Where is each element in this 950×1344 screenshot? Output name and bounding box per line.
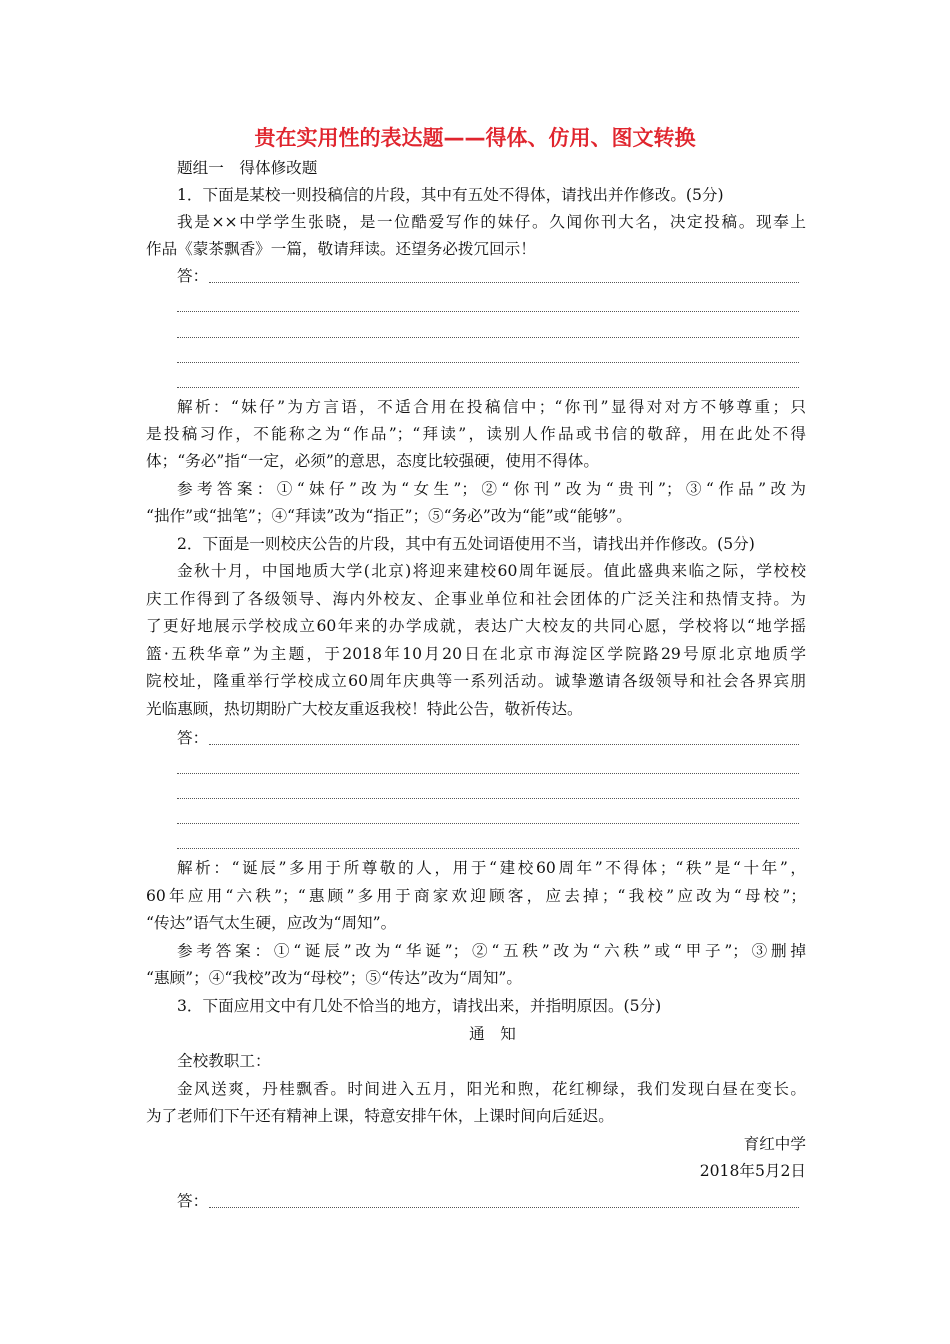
- notice-salutation: 全校教职工：: [177, 1052, 271, 1070]
- answer-blank-line[interactable]: [177, 798, 799, 799]
- answer-label: 答：: [177, 267, 209, 285]
- q2-passage-line: 庆工作得到了各级领导、海内外校友、企事业单位和社会团体的广泛关注和热情支持。为: [146, 590, 806, 608]
- answer-label: 答：: [177, 729, 209, 747]
- q2-passage-line: 光临惠顾，热切期盼广大校友重返我校！特此公告，敬祈传达。: [146, 700, 583, 718]
- answer-blank-line[interactable]: [209, 744, 799, 745]
- document-title: 贵在实用性的表达题——得体、仿用、图文转换: [254, 126, 696, 150]
- q2-reference-line: 参考答案：①“诞辰”改为“华诞”；②“五秩”改为“六秩”或“甲子”；③删掉: [177, 942, 806, 960]
- answer-blank-line[interactable]: [177, 387, 799, 388]
- q1-reference-line: “拙作”或“拙笔”；④“拜读”改为“指正”；⑤“务必”改为“能”或“能够”。: [146, 507, 632, 525]
- q1-answer-row: [177, 265, 799, 287]
- answer-blank-line[interactable]: [177, 848, 799, 849]
- notice-date: 2018年5月2日: [699, 1162, 806, 1180]
- q1-analysis-line: 是投稿习作，不能称之为“作品”；“拜读”，读别人作品或书信的敬辞，用在此处不得: [146, 425, 806, 443]
- q1-reference-line: 参考答案：①“妹仔”改为“女生”；②“你刊”改为“贵刊”；③“作品”改为: [177, 480, 806, 498]
- q2-analysis-line: “传达”语气太生硬，应改为“周知”。: [146, 914, 397, 932]
- q2-passage-line: 金秋十月，中国地质大学(北京)将迎来建校60周年诞辰。值此盛典来临之际，学校校: [177, 562, 806, 580]
- answer-blank-line[interactable]: [177, 311, 799, 312]
- answer-blank-line[interactable]: [209, 1207, 799, 1208]
- answer-label: 答：: [177, 1192, 209, 1210]
- q1-stem: 1．下面是某校一则投稿信的片段，其中有五处不得体，请找出并作修改。(5分): [177, 186, 724, 204]
- group-heading: 题组一 得体修改题: [177, 159, 318, 177]
- q2-analysis-line: 解析：“诞辰”多用于所尊敬的人，用于“建校60周年”不得体；“秩”是“十年”，: [177, 859, 806, 877]
- notice-title: 通 知: [469, 1025, 516, 1043]
- notice-body-line: 为了老师们下午还有精神上课，特意安排午休，上课时间向后延迟。: [146, 1107, 614, 1125]
- q2-answer-row: [177, 727, 799, 749]
- q3-stem: 3．下面应用文中有几处不恰当的地方，请找出来，并指明原因。(5分): [177, 997, 662, 1015]
- q1-passage-line: 作品《蒙茶飘香》一篇，敬请拜读。还望务必拨冗回示！: [146, 240, 536, 258]
- q1-passage-line: 我是××中学学生张晓，是一位酷爱写作的妹仔。久闻你刊大名，决定投稿。现奉上: [177, 213, 806, 231]
- q2-passage-line: 了更好地展示学校成立60年来的办学成就，表达广大校友的共同心愿，学校将以“地学摇: [146, 617, 806, 635]
- q2-analysis-line: 60年应用“六秩”；“惠顾”多用于商家欢迎顾客，应去掉；“我校”应改为“母校”；: [146, 887, 806, 905]
- q3-answer-row: [177, 1190, 799, 1212]
- answer-blank-line[interactable]: [209, 282, 799, 283]
- q1-analysis-line: 体；“务必”指“一定，必须”的意思，态度比较强硬，使用不得体。: [146, 452, 599, 470]
- q1-analysis-line: 解析：“妹仔”为方言语，不适合用在投稿信中；“你刊”显得对对方不够尊重；只: [177, 398, 806, 416]
- q2-passage-line: 篮·五秩华章”为主题，于2018年10月20日在北京市海淀区学院路29号原北京地质学: [146, 645, 806, 663]
- answer-blank-line[interactable]: [177, 823, 799, 824]
- notice-signature: 育红中学: [743, 1135, 806, 1153]
- answer-blank-line[interactable]: [177, 773, 799, 774]
- q2-reference-line: “惠顾”；④“我校”改为“母校”；⑤“传达”改为“周知”。: [146, 969, 523, 987]
- answer-blank-line[interactable]: [177, 337, 799, 338]
- answer-blank-line[interactable]: [177, 362, 799, 363]
- q2-passage-line: 院校址，隆重举行学校成立60周年庆典等一系列活动。诚挚邀请各级领导和社会各界宾朋: [146, 672, 806, 690]
- q2-stem: 2．下面是一则校庆公告的片段，其中有五处词语使用不当，请找出并作修改。(5分): [177, 535, 755, 553]
- notice-body-line: 金风送爽，丹桂飘香。时间进入五月，阳光和煦，花红柳绿，我们发现白昼在变长。: [177, 1080, 806, 1098]
